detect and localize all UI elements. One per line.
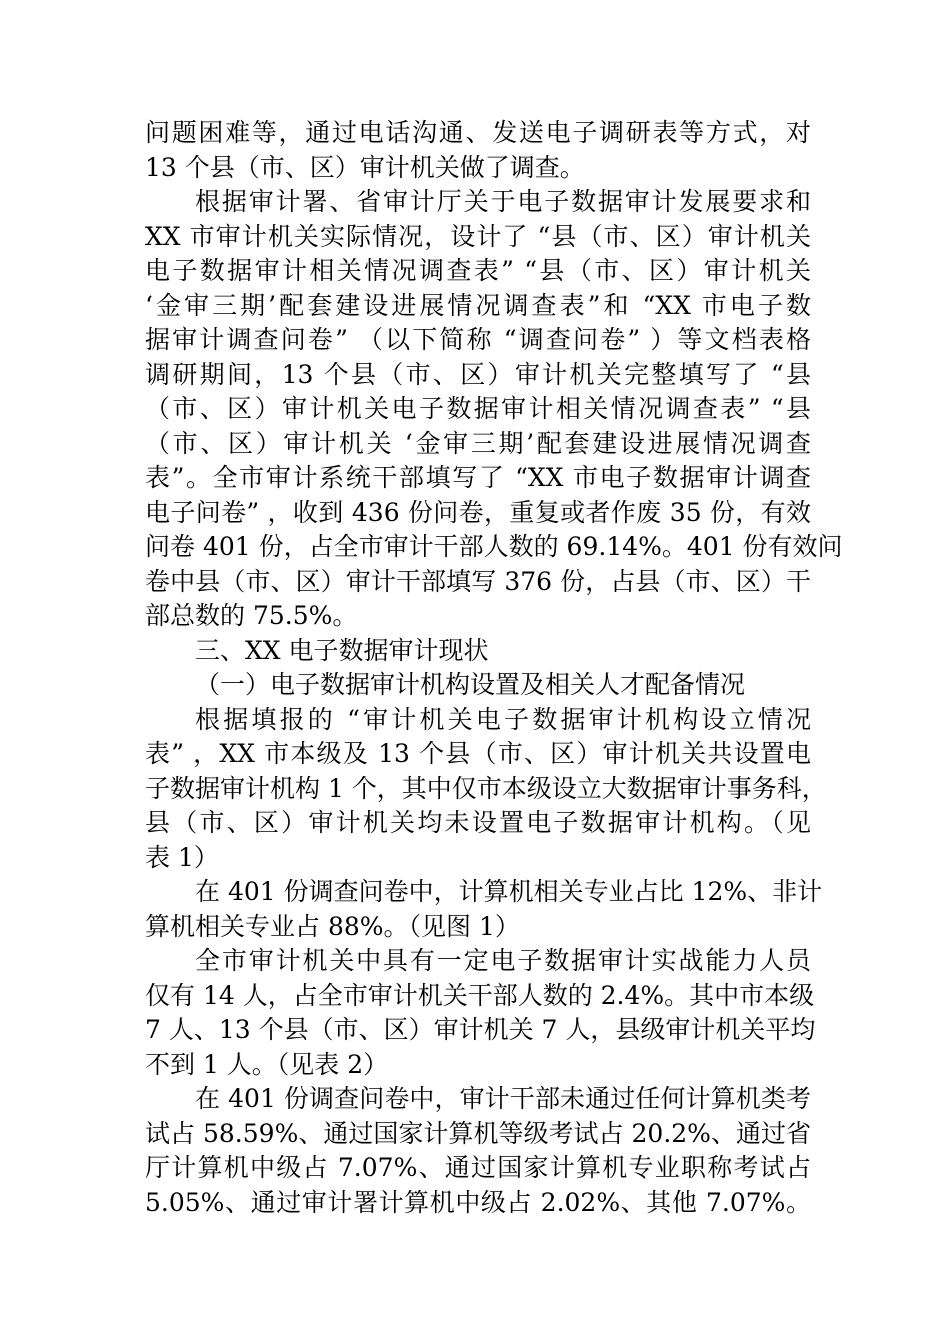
- text-line-28: 不到 1 人。（见表 2）: [145, 1049, 389, 1079]
- document-body: [145, 116, 843, 1220]
- text-line-02: 13 个县（市、区）审计机关做了调查。: [145, 152, 585, 182]
- text-line-01: 问题困难等，通过电话沟通、发送电子调研表等方式，对: [145, 118, 811, 147]
- text-line-26: 仅有 14 人，占全市审计机关干部人数的 2.4%。其中市本级: [145, 980, 815, 1010]
- subsection-heading: （一）电子数据审计机构设置及相关人才配备情况: [195, 670, 746, 699]
- text-line-21: 县（市、区）审计机关均未设置电子数据审计机构。（见: [145, 808, 811, 837]
- text-line-27: 7 人、13 个县（市、区）审计机关 7 人，县级审计机关平均: [145, 1015, 816, 1044]
- text-line-08: 调研期间，13 个县（市、区）审计机关完整填写了 “县: [145, 359, 811, 389]
- text-line-03: 根据审计署、省审计厅关于电子数据审计发展要求和: [195, 187, 811, 216]
- text-line-09: （市、区）审计机关电子数据审计相关情况调查表” “县: [145, 394, 811, 423]
- text-line-29: 在 401 份调查问卷中，审计干部未通过任何计算机类考: [195, 1084, 811, 1113]
- text-line-31: 厅计算机中级占 7.07%、通过国家计算机专业职称考试占: [145, 1153, 811, 1182]
- text-line-20: 子数据审计机构 1 个，其中仅市本级设立大数据审计事务科，: [145, 773, 827, 803]
- text-line-18: 根据填报的 “审计机关电子数据审计机构设立情况: [195, 704, 811, 734]
- text-line-13: 问卷 401 份，占全市审计干部人数的 69.14%。401 份有效问: [145, 532, 843, 561]
- text-line-04: XX 市审计机关实际情况，设计了 “县（市、区）审计机关: [145, 221, 811, 251]
- text-line-22: 表 1）: [145, 842, 219, 872]
- text-line-24: 算机相关专业占 88%。（见图 1）: [145, 911, 520, 941]
- section-heading: 三、XX 电子数据审计现状: [195, 635, 489, 665]
- text-line-12: 电子问卷” ，收到 436 份问卷，重复或者作废 35 份，有效: [145, 497, 811, 527]
- text-line-23: 在 401 份调查问卷中，计算机相关专业占比 12%、非计: [195, 877, 823, 906]
- text-line-06: ‘金审三期’配套建设进展情况调查表”和 “XX 市电子数: [145, 290, 811, 320]
- text-line-07: 据审计调查问卷” （以下简称 “调查问卷” ）等文档表格: [145, 325, 811, 354]
- text-line-14: 卷中县（市、区）审计干部填写 376 份，占县（市、区）干: [145, 566, 811, 596]
- text-line-19: 表” ，XX 市本级及 13 个县（市、区）审计机关共设置电: [145, 739, 811, 768]
- text-line-15: 部总数的 75.5%。: [145, 601, 358, 630]
- text-line-05: 电子数据审计相关情况调查表” “县（市、区）审计机关: [145, 256, 811, 285]
- text-line-32: 5.05%、通过审计署计算机中级占 2.02%、其他 7.07%。: [145, 1187, 811, 1217]
- text-line-10: （市、区）审计机关 ‘金审三期’配套建设进展情况调查: [145, 428, 811, 458]
- text-line-25: 全市审计机关中具有一定电子数据审计实战能力人员: [195, 946, 811, 975]
- text-line-30: 试占 58.59%、通过国家计算机等级考试占 20.2%、通过省: [145, 1118, 811, 1148]
- text-line-11: 表”。全市审计系统干部填写了 “XX 市电子数据审计调查: [145, 463, 811, 492]
